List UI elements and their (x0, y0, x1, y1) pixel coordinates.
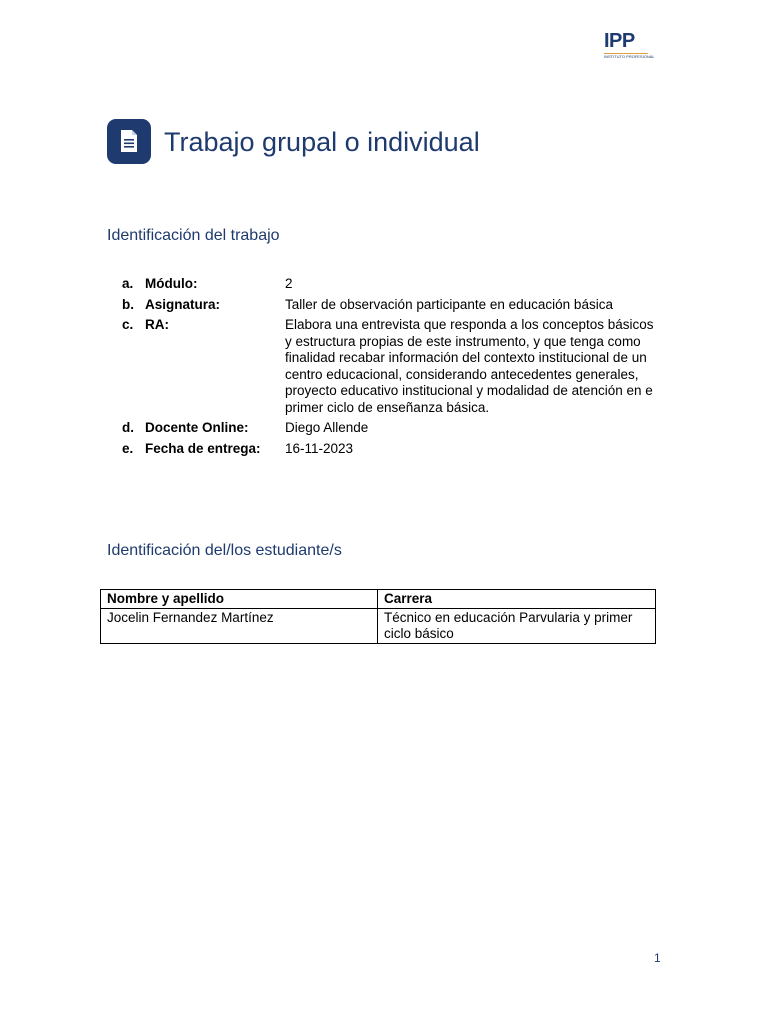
detail-label: RA: (145, 317, 169, 332)
students-table (100, 589, 656, 644)
detail-row-due-date (122, 441, 662, 458)
table-header-row (101, 590, 656, 609)
student-name-cell: Jocelin Fernandez Martínez (101, 609, 378, 644)
detail-label: Asignatura: (145, 296, 221, 312)
table-row (101, 609, 656, 644)
logo-subtext: INSTITUTO PROFESIONAL (604, 54, 655, 59)
detail-row-subject (122, 297, 662, 314)
page-number: 1 (654, 951, 661, 965)
student-career-cell: Técnico en educación Parvularia y primer ciclo básico (378, 609, 656, 644)
logo-mark: IPP (604, 30, 635, 52)
detail-row-teacher (122, 420, 662, 437)
detail-letter: e. (122, 440, 134, 456)
detail-label: Docente Online: (145, 420, 249, 435)
detail-label: Módulo: (145, 276, 198, 291)
detail-letter: c. (122, 317, 134, 332)
column-header-career: Carrera (378, 590, 656, 609)
work-details-list (122, 276, 662, 461)
detail-value: Diego Allende (285, 420, 369, 435)
students-identification-heading: Identificación del/los estudiante/s (107, 542, 342, 559)
detail-value: Taller de observación participante en educación básica (285, 296, 613, 312)
detail-letter: b. (122, 296, 134, 312)
detail-row-ra (122, 317, 662, 416)
detail-value: 2 (285, 276, 293, 291)
column-header-name: Nombre y apellido (101, 590, 378, 609)
detail-value: Elabora una entrevista que responda a los conceptos básicos y estructura propias de este instrumento, y que tenga como finalidad recabar información del contexto institucional de un centro educacional, considerando antecedentes generales, proyecto educativo institucional y modalidad de atención en e primer ciclo de enseñanza básica. (285, 317, 654, 415)
page-title: Trabajo grupal o individual (164, 127, 480, 157)
detail-value: 16-11-2023 (285, 440, 354, 456)
detail-label: Fecha de entrega: (145, 440, 261, 456)
ipp-logo (604, 30, 655, 60)
work-identification-heading: Identificación del trabajo (107, 227, 280, 244)
detail-row-module (122, 276, 662, 293)
detail-letter: d. (122, 420, 134, 435)
document-icon (107, 119, 151, 164)
detail-letter: a. (122, 276, 134, 291)
